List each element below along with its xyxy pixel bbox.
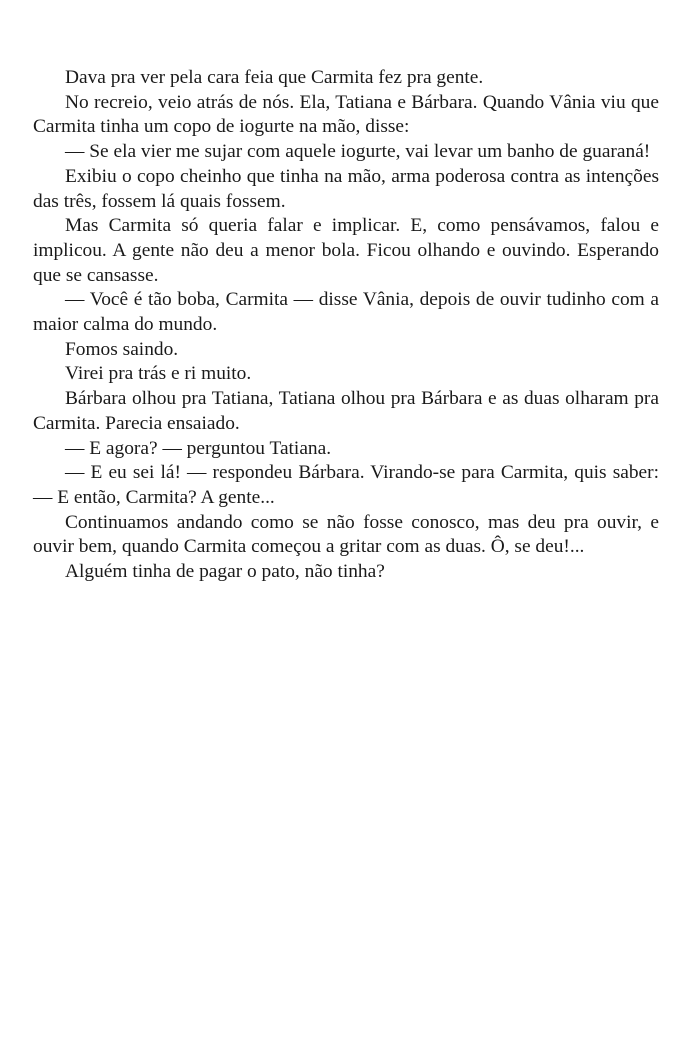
paragraph: Alguém tinha de pagar o pato, não tinha? [65,561,385,583]
paragraph: Fomos saindo. [65,338,179,360]
paragraph: Exibiu o copo cheinho que tinha na mão, arma poderosa contra as intenções das três, fossem lá quais fossem. [33,165,659,212]
paragraph: Mas Carmita só queria falar e implicar. E, como pensávamos, falou e implicou. A gente não deu a menor bola. Ficou olhando e ouvindo. Esperando que se cansasse. [33,215,659,286]
paragraph: — E agora? — perguntou Tatiana. [65,437,332,459]
paragraph: — Se ela vier me sujar com aquele iogurte, vai levar um banho de guaraná! [65,141,651,163]
paragraph: — Você é tão boba, Carmita — disse Vânia, depois de ouvir tudinho com a maior calma do mundo. [33,289,659,336]
paragraph: Bárbara olhou pra Tatiana, Tatiana olhou pra Bárbara e as duas olharam pra Carmita. Parecia ensaiado. [33,388,659,434]
paragraph: No recreio, veio atrás de nós. Ela, Tatiana e Bárbara. Quando Vânia viu que Carmita tinha um copo de iogurte na mão, disse: [33,91,659,138]
document-page [33,66,659,585]
paragraph: — E eu sei lá! — respondeu Bárbara. Virando-se para Carmita, quis saber: — E então, Carmita? A gente... [33,462,659,508]
paragraph: Dava pra ver pela cara feia que Carmita fez pra gente. [65,67,484,88]
paragraph: Continuamos andando como se não fosse conosco, mas deu pra ouvir, e ouvir bem, quando Carmita começou a gritar com as duas. Ô, se deu!... [33,511,659,558]
paragraph: Virei pra trás e ri muito. [65,363,252,385]
